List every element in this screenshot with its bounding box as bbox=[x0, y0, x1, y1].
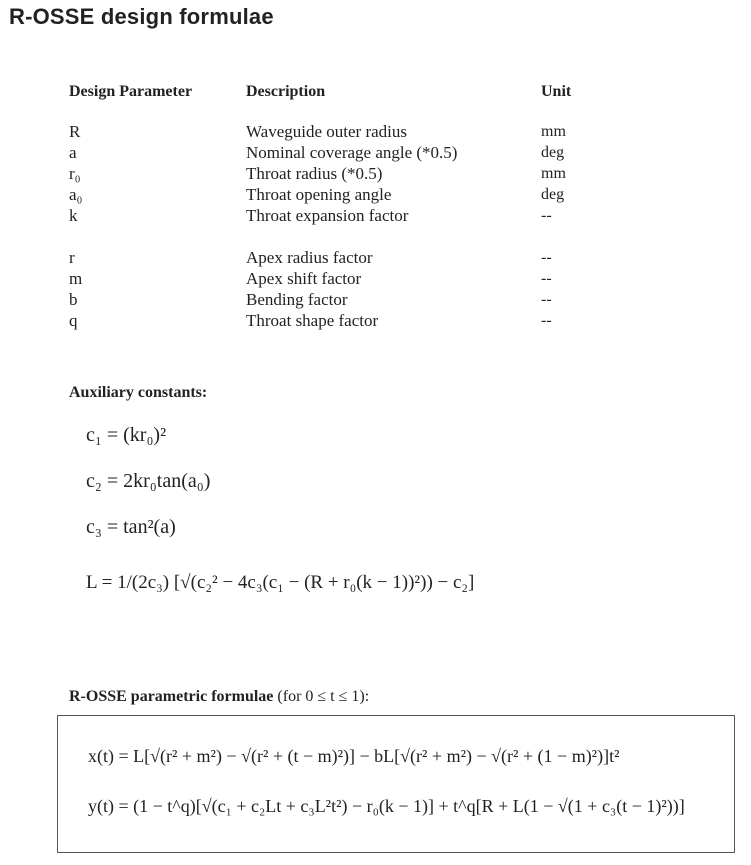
formula-c1: c₁ = (kr₀)² bbox=[86, 424, 167, 446]
param-symbol: r bbox=[69, 248, 75, 267]
param-description: Bending factor bbox=[246, 290, 348, 309]
param-description: Nominal coverage angle (*0.5) bbox=[246, 143, 458, 162]
header-description: Description bbox=[246, 83, 326, 100]
param-symbol: R bbox=[69, 122, 81, 141]
auxiliary-heading: Auxiliary constants: bbox=[69, 384, 208, 401]
formula-x: x(t) = L[√(r² + m²) − √(r² + (t − m)²)] − bL[√(r² + m²) − √(r² + (1 − m)²)]t² bbox=[88, 746, 620, 766]
param-description: Apex radius factor bbox=[246, 248, 373, 267]
parametric-heading-title: R-OSSE parametric formulae bbox=[69, 688, 274, 705]
param-symbol: q bbox=[69, 311, 78, 330]
param-unit: -- bbox=[541, 270, 552, 287]
formula-box bbox=[57, 715, 735, 853]
page-title: R-OSSE design formulae bbox=[9, 4, 274, 29]
header-design-parameter: Design Parameter bbox=[69, 83, 193, 100]
param-unit: deg bbox=[541, 144, 565, 161]
param-unit: -- bbox=[541, 249, 552, 266]
param-symbol: a₀ bbox=[69, 185, 83, 204]
formula-L: L = 1/(2c₃) [√(c₂² − 4c₃(c₁ − (R + r₀(k − 1))²)) − c₂] bbox=[86, 572, 475, 593]
param-unit: mm bbox=[541, 165, 566, 182]
param-symbol: a bbox=[69, 143, 77, 162]
formula-y: y(t) = (1 − t^q)[√(c₁ + c₂Lt + c₃L²t²) − r₀(k − 1)] + t^q[R + L(1 − √(1 + c₃(t − 1)²))] bbox=[88, 796, 685, 816]
param-symbol: r₀ bbox=[69, 164, 81, 183]
param-symbol: b bbox=[69, 290, 78, 309]
parametric-heading bbox=[69, 688, 369, 706]
formula-c3: c₃ = tan²(a) bbox=[86, 516, 176, 538]
param-description: Throat shape factor bbox=[246, 311, 379, 330]
param-description: Throat expansion factor bbox=[246, 206, 409, 225]
param-description: Waveguide outer radius bbox=[246, 122, 408, 141]
param-symbol: k bbox=[69, 206, 78, 225]
formula-c2: c₂ = 2kr₀tan(a₀) bbox=[86, 470, 211, 492]
param-description: Apex shift factor bbox=[246, 269, 362, 288]
param-unit: -- bbox=[541, 207, 552, 224]
param-description: Throat opening angle bbox=[246, 185, 392, 204]
header-unit: Unit bbox=[541, 83, 572, 100]
param-unit: deg bbox=[541, 186, 565, 203]
param-unit: mm bbox=[541, 123, 566, 140]
param-symbol: m bbox=[69, 269, 83, 288]
parametric-condition: (for 0 ≤ t ≤ 1): bbox=[277, 688, 370, 705]
param-unit: -- bbox=[541, 312, 552, 329]
param-description: Throat radius (*0.5) bbox=[246, 164, 383, 183]
param-unit: -- bbox=[541, 291, 552, 308]
